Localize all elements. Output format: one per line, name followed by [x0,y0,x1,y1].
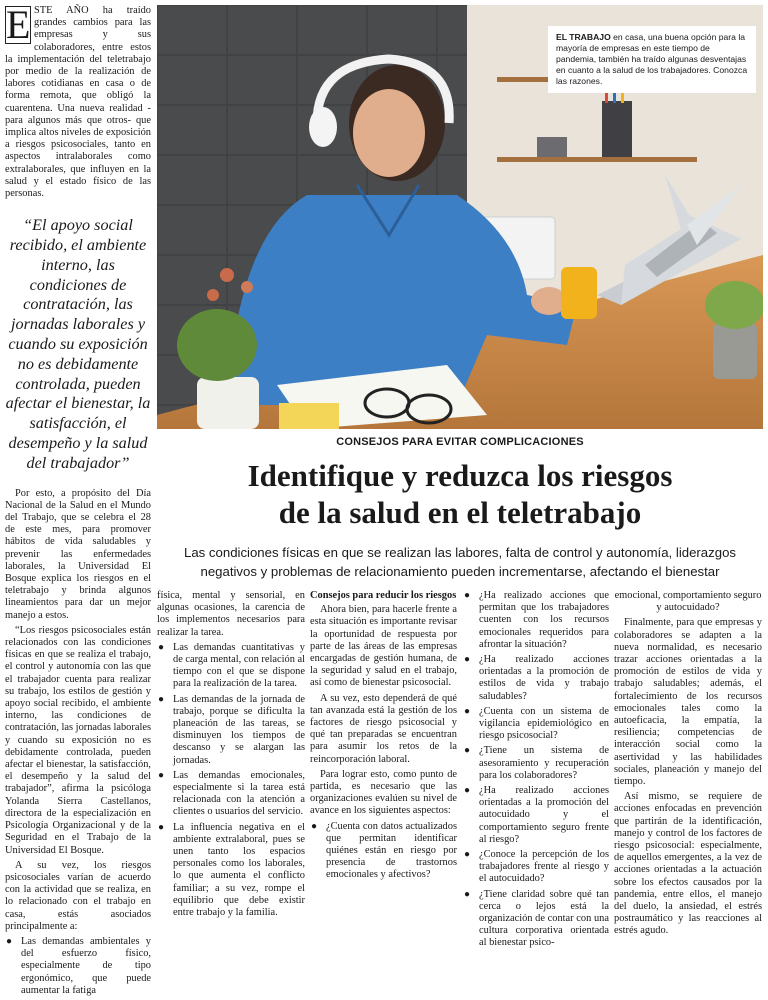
body-column-4 [463,590,609,953]
subheading: Consejos para reducir los riesgos [310,590,457,601]
body-paragraph: “Los riesgos psicosociales están relacionados con las condiciones físicas en que se realiza el trabajo, el control y autonomía con las que el trabajador cuenta para realizar su trabajo, los estilos de gestión y apoyo social recibido, el ambiente interno, las condiciones de contratación, las jornadas laborales y cuando su exposición no es debidamente controlada, pueden afectar el bienestar, la satisfacción, el desempeño y la salud del trabajador”, afirma la psicóloga Yolanda Sierra Castellanos, directora de la especialización en Psicología Organizacional y de la Seguridad en el Trabajo de la Universidad El Bosque. [5,624,151,856]
plant-pot-right [713,323,757,379]
photo-caption [548,26,756,93]
body-paragraph: A su vez, los riesgos psicosociales varían de acuerdo con la actividad que se realiza, en lo relacionado con el trabajo en casa, estás asociados principalmente a: [5,859,151,932]
face [353,89,425,177]
body-column-3 [310,590,457,885]
body-column-5 [614,590,762,941]
list-item: ● ¿Ha realizado acciones orientadas a la promoción del autocuidado y el comportamiento seguro frente al riesgo? [463,785,609,846]
body-paragraph: Ahora bien, para hacerle frente a esta situación es importante revisar la oportunidad de respuesta por parte de las áreas de las empresas encargadas de gestión humana, de la seguridad y salud en el trabajo, así como de bienestar psicosocial. [310,604,457,689]
list-item: ● ¿Cuenta con datos actualizados que permitan identificar quiénes están en riesgo por presencia de trastornos emocionales y afectivos? [310,821,457,882]
plant-pot-left [197,377,259,429]
body-paragraph: Finalmente, para que empresas y colaboradores se adapten a la nueva normalidad, es necesario trazar acciones orientadas a la promoción de estilos de vida y trabajo saludables; además, el fortalecimiento de los recursos emocionales tales como la autoeficacia, la empatía, la resiliencia; competencias de interacción social como la asertividad y las habilidades sociales, planeación y manejo del tiempo. [614,617,762,788]
left-column [5,2,151,1000]
headline-line-1: Identifique y reduzca los riesgos [247,458,673,493]
body-paragraph: A su vez, esto dependerá de qué tan avanzada está la gestión de los factores de riesgo psicosocial y qué tan preparadas se encuentran para asumir los retos de la reincorporación laboral. [310,692,457,765]
question-list [310,821,457,882]
list-item: ● Las demandas ambientales y del esfuerzo físico, especialmente de tipo ergonómico, que puede aumentar la fatiga [5,936,151,997]
deck: Las condiciones físicas en que se realizan las labores, falta de control y autonomía, liderazgos negativos y problemas de relacionamiento pueden incrementarse, afectando el bienestar [184,545,736,579]
intro-text: STE AÑO ha traído grandes cambios para las empresas y sus colaboradores, entre estos la implementación del teletrabajo por medio de la realización de labores cotidianas en casa o de forma remota, que obligó la cuarentena. Una nueva realidad -para algunos más que otros- que implica altos niveles de exposición a riesgos psicosociales, tanto en aspectos intralaborales como extralaborales, que influyen en la salud y el estado físico de las personas. [5,5,151,200]
list-item: ● ¿Ha realizado acciones que permitan que los trabajadores cuenten con los recursos emocionales requeridos para afrontar la situación? [463,590,609,651]
shelf [497,157,697,162]
caption-lead: EL TRABAJO [556,32,611,42]
caption-text: en casa, una buena opción para la mayoría de empresas en este tiempo de pandemia, también ha traído algunas desventajas en cuanto a la salud de los trabajadores. Conozca las razones. [556,32,748,86]
body-column-2 [157,590,305,922]
list-item: ● ¿Ha realizado acciones orientadas a la promoción de estilos de vida y trabajo saludables? [463,654,609,703]
sticky-note [279,403,339,429]
list-item: ● Las demandas emocionales, especialmente si la tarea está relacionada con la atención a clientes o usuarios del servicio. [157,770,305,819]
body-continuation: emocional, comportamiento seguro y autocuidado? [614,590,762,614]
plant-left [177,309,257,381]
pull-quote: “El apoyo social recibido, el ambiente interno, las condiciones de contratación, las jornadas laborales y cuando su exposición no es debidamente controlada, pueden afectar el bienestar, la satisfacción, el desempeño y la salud del trabajador” [5,216,151,472]
list-item: ● La influencia negativa en el ambiente extralaboral, pues se unen tanto los espacios personales como los laborales, lo que aumenta el conflicto familiar; a su vez, rompe el equilibrio que debe existir entre trabajo y la familia. [157,822,305,920]
risk-list [5,936,151,997]
body-paragraph: Para lograr esto, como punto de partida, es necesario que las organizaciones evalúen su nivel de avance en los siguientes aspectos: [310,768,457,817]
intro-paragraph [5,2,151,200]
plant-right [705,281,763,329]
list-item: ● Las demandas de la jornada de trabajo, porque se dificulta la planeación de las tareas, se disminuyen los tiempos de descanso y se alargan las jornadas. [157,694,305,767]
list-item: ● Las demandas cuantitativas y de carga mental, con relación al tiempo con el que se dispone para la realización de la tarea. [157,642,305,691]
body-paragraph: Por esto, a propósito del Día Nacional de la Salud en el Mundo del Trabajo, que se celebra el 28 de este mes, para promover hábitos de vida saludables y prevenir las enfermedades laborales, la Universidad El Bosque explica los riesgos en el teletrabajo y brinda algunos lineamientos para dar un mejor manejo a estos. [5,487,151,621]
body-continuation: física, mental y sensorial, en algunas ocasiones, la carencia de los implementos necesarios para realizar la tarea. [157,590,305,638]
drop-cap: E [6,2,31,47]
headline [157,457,763,531]
list-item: ● ¿Tiene claridad sobre qué tan cerca o lejos está la organización de contar con una cultura corporativa orientada al bienestar psico- [463,889,609,950]
pencil-cup [602,101,632,157]
risk-list [157,642,305,919]
list-item: ● ¿Conoce la percepción de los trabajadores frente al riesgo y el autocuidado? [463,849,609,886]
yellow-mug [561,267,597,319]
shelf-box [537,137,567,157]
question-list [463,590,609,950]
list-item: ● ¿Tiene un sistema de asesoramiento y recuperación para los colaboradores? [463,745,609,782]
body-paragraph: Así mismo, se requiere de acciones enfocadas en prevención que partirán de la identificación, manejo y control de los factores de riesgo psicosocial: especialmente, de aquellos emergentes, a la vez de acciones orientadas a la actuación sobre los efectos causados por la pandemia, entre ellos, el manejo del duelo, la ansiedad, el estrés postraumático y las reacciones al estrés agudo. [614,791,762,937]
headline-line-2: de la salud en el teletrabajo [278,495,642,530]
list-item: ● ¿Cuenta con un sistema de vigilancia epidemiológico en riesgo psicosocial? [463,706,609,743]
kicker: CONSEJOS PARA EVITAR COMPLICACIONES [336,436,584,448]
